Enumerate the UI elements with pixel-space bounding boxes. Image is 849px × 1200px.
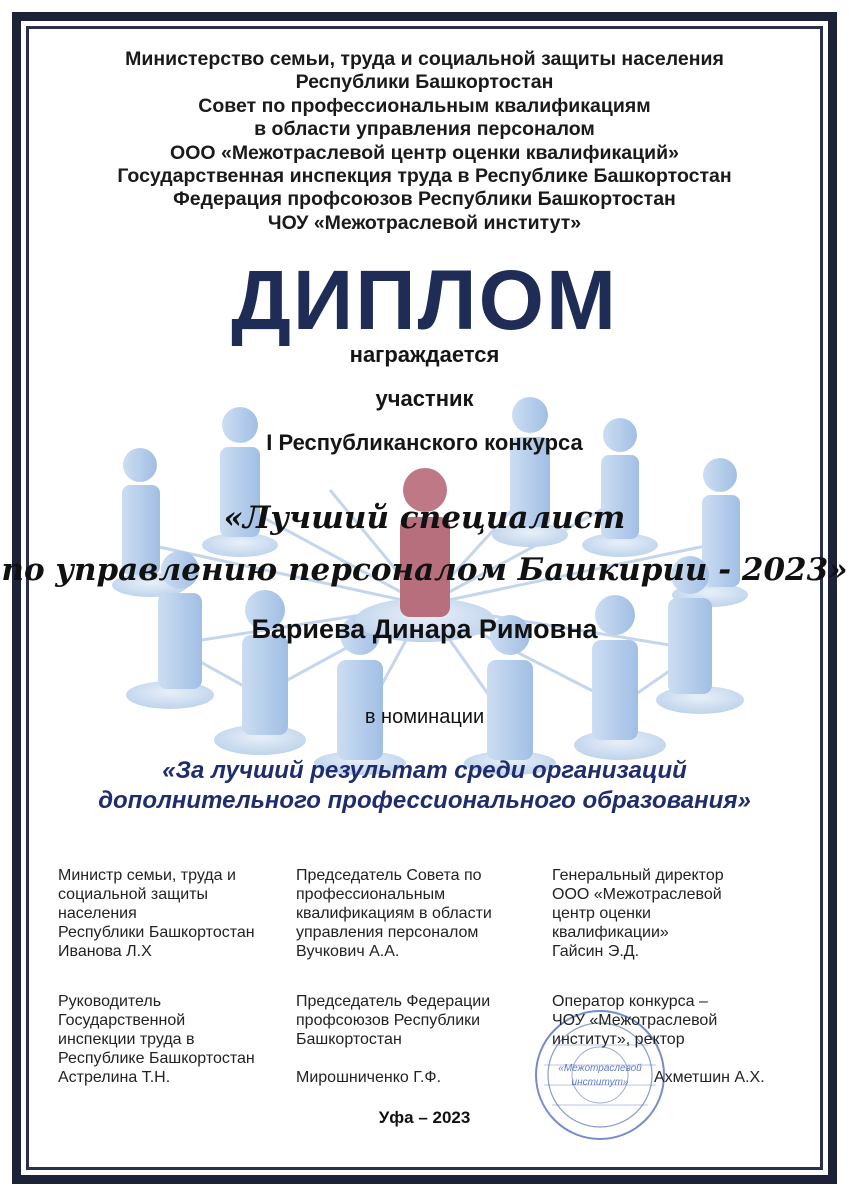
nomination-line: дополнительного профессионального образования»	[98, 787, 751, 814]
svg-text:институт»: институт»	[571, 1077, 629, 1088]
signature-council-chair: Председатель Совета по профессиональным квалификациям в области управления персоналом Вучкович А.А.	[296, 867, 492, 960]
signature-operator: Оператор конкурса – ЧОУ «Межотраслевой институт», ректор Ахметшин А.Х.	[552, 993, 765, 1086]
contest-text: I Республиканского конкурса	[266, 430, 583, 455]
svg-text:«Межотраслевой: «Межотраслевой	[558, 1063, 642, 1074]
org-line: в области управления персоналом	[254, 118, 595, 141]
org-line: Министерство семьи, труда и социальной защиты населения	[125, 48, 724, 70]
nomination-lead: в номинации	[364, 706, 485, 728]
org-line: Республики Башкортостан	[295, 71, 554, 94]
nomination-line: «За лучший результат среди организаций	[162, 757, 687, 784]
awarded-text: награждается	[349, 342, 500, 367]
org-line: Государственная инспекция труда в Республике Башкортостан	[117, 165, 732, 188]
participant-text: участник	[375, 386, 474, 411]
org-line: Федерация профсоюзов Республики Башкортостан	[173, 188, 676, 211]
signature-federation-chair: Председатель Федерации профсоюзов Республики Башкортостан Мирошниченко Г.Ф.	[296, 993, 491, 1086]
city-year: Уфа – 2023	[378, 1108, 471, 1127]
recipient-name: Бариева Динара Римовна	[251, 614, 598, 644]
contest-name-line1: «Лучший специалист	[223, 500, 626, 536]
org-line: Совет по профессиональным квалификациям	[198, 94, 651, 117]
organizations-header	[40, 48, 809, 235]
contest-name-line2: по управлению персоналом Башкирии - 2023»	[1, 552, 848, 588]
signature-minister: Министр семьи, труда и социальной защиты населения Республики Башкортостан Иванова Л.Х	[58, 867, 255, 960]
signature-center-director: Генеральный директор ООО «Межотраслевой центр оценки квалификации» Гайсин Э.Д.	[552, 867, 724, 960]
org-line: ЧОУ «Межотраслевой институт»	[267, 211, 582, 234]
signature-inspection-head: Руководитель Государственной инспекции труда в Республике Башкортостан Астрелина Т.Н.	[58, 993, 255, 1086]
diploma-title: ДИПЛОМ	[231, 253, 618, 347]
nomination-title	[0, 756, 849, 816]
org-line: ООО «Межотраслевой центр оценки квалификаций»	[170, 141, 679, 164]
